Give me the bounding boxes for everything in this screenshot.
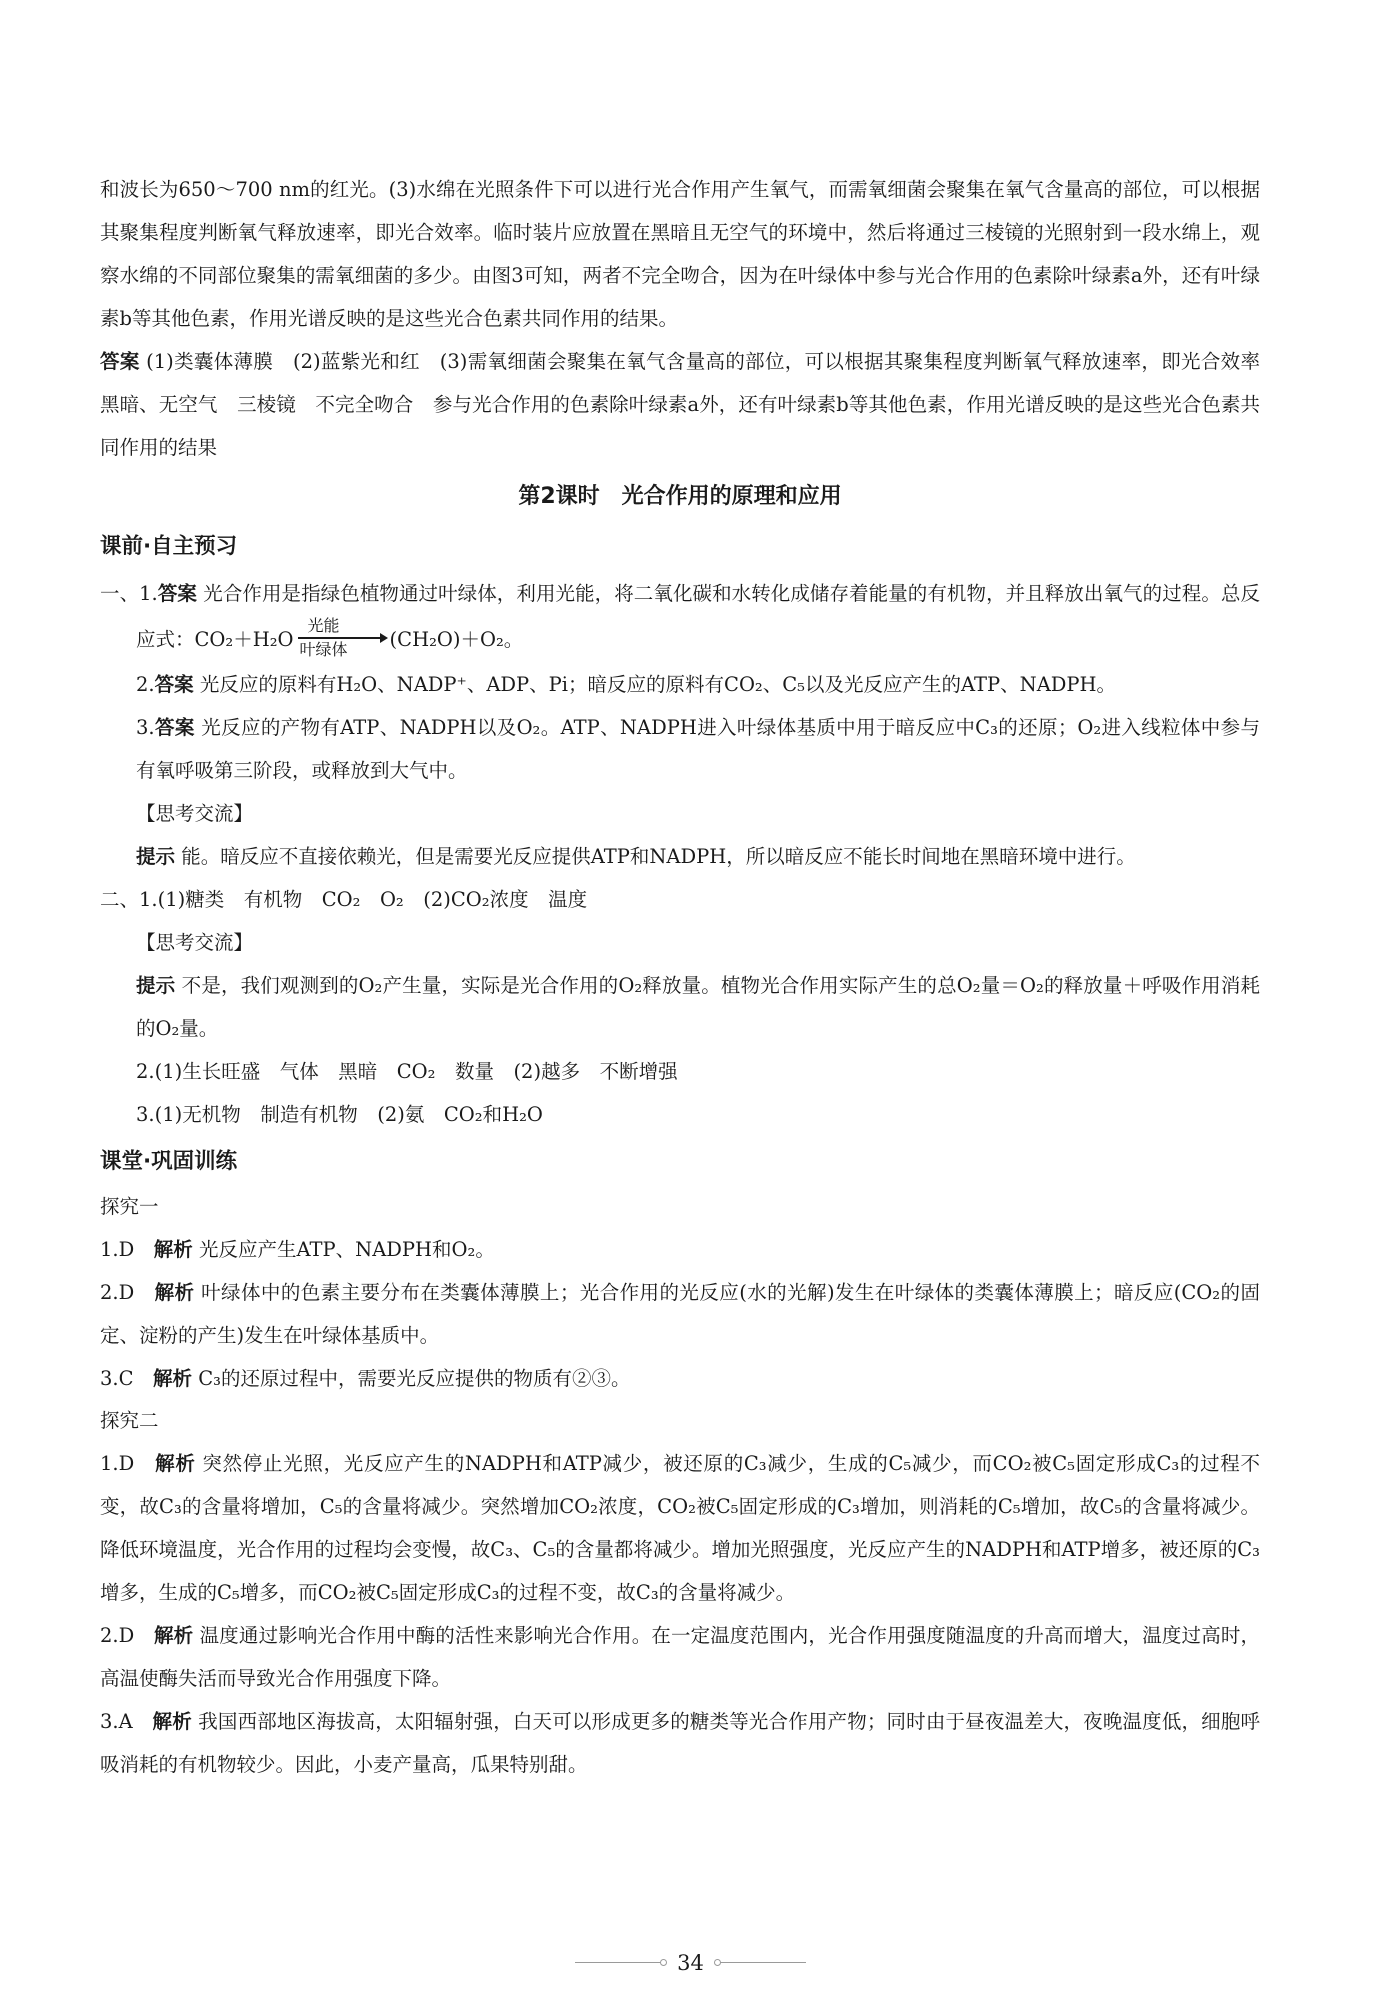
- q2-text: 光反应的原料有H₂O、NADP⁺、ADP、Pi；暗反应的原料有CO₂、C₅以及光反应产生的ATP、NADPH。: [199, 673, 1117, 696]
- item-text: C₃的还原过程中，需要光反应提供的物质有②③。: [198, 1367, 631, 1390]
- preview-q1: [100, 571, 1260, 663]
- analysis-label: 解析: [154, 1281, 195, 1304]
- section2-line2: 2.(1)生长旺盛 气体 黑暗 CO₂ 数量 (2)越多 不断增强: [136, 1060, 678, 1083]
- item-text: 光反应产生ATP、NADPH和O₂。: [198, 1238, 495, 1261]
- intro-answer: [100, 340, 1280, 469]
- page-number: 34: [677, 1950, 704, 1975]
- arrow-icon: [298, 637, 386, 639]
- answer-text: (1)类囊体薄膜 (2)蓝紫光和红 (3)需氧细菌会聚集在氧气含量高的部位，可以根据其聚集程度判断氧气释放速率，即光合效率 黑暗、无空气 三棱镜 不完全吻合 参与光合作用的色素除叶绿素a外，还有叶绿素b等其他色素，作用光谱反映的是这些光合色素共同作用的结果: [100, 350, 1280, 459]
- footer-rule-right: [720, 1962, 806, 1963]
- hint-label: 提示: [136, 974, 176, 997]
- preview-q2: [100, 663, 1260, 706]
- analysis-label: 解析: [154, 1624, 194, 1647]
- section2-line1: 二、1.(1)糖类 有机物 CO₂ O₂ (2)CO₂浓度 温度: [100, 888, 588, 911]
- analysis-label: 解析: [152, 1710, 192, 1733]
- item-text: 叶绿体中的色素主要分布在类囊体薄膜上；光合作用的光反应(水的光解)发生在叶绿体的类囊体薄膜上；暗反应(CO₂的固定、淀粉的产生)发生在叶绿体基质中。: [100, 1281, 1260, 1347]
- answer-label: 答案: [100, 350, 140, 373]
- explore2-item: [100, 1700, 1260, 1786]
- analysis-label: 解析: [153, 1238, 193, 1261]
- explore2-item: [100, 1614, 1260, 1700]
- hint-2-text: 不是，我们观测到的O₂产生量，实际是光合作用的O₂释放量。植物光合作用实际产生的总O₂量＝O₂的释放量＋呼吸作用消耗的O₂量。: [136, 974, 1260, 1040]
- item-number: 2.D: [100, 1624, 135, 1647]
- hint-label: 提示: [136, 845, 176, 868]
- q3-text: 光反应的产物有ATP、NADPH以及O₂。ATP、NADPH进入叶绿体基质中用于暗反应中C₃的还原；O₂进入线粒体中参与有氧呼吸第三阶段，或释放到大气中。: [136, 716, 1260, 782]
- explore2-item: [100, 1442, 1260, 1614]
- item-text: 我国西部地区海拔高，太阳辐射强，白天可以形成更多的糖类等光合作用产物；同时由于昼夜温差大，夜晚温度低，细胞呼吸消耗的有机物较少。因此，小麦产量高，瓜果特别甜。: [100, 1710, 1260, 1776]
- item-number: 1.D: [100, 1452, 135, 1475]
- arrow-condition-top: 光能: [307, 615, 340, 635]
- explore1-item: [100, 1271, 1260, 1357]
- item-number: 2.D: [100, 1281, 135, 1304]
- explore-2-heading: 探究二: [100, 1409, 159, 1432]
- answer-label: 答案: [154, 716, 195, 739]
- item-text: 突然停止光照，光反应产生的NADPH和ATP减少，被还原的C₃减少，生成的C₅减少，而CO₂被C₅固定形成C₃的过程不变，故C₃的含量将增加，C₅的含量将减少。突然增加CO₂浓度，CO₂被C₅固定形成的C₃增加，则消耗的C₅增加，故C₅的含量将减少。降低环境温度，光合作用的过程均会变慢，故C₃、C₅的含量都将减少。增加光照强度，光反应产生的NADPH和ATP增多，被还原的C₃增多，生成的C₅增多，而CO₂被C₅固定形成C₃的过程不变，故C₃的含量将减少。: [100, 1452, 1260, 1604]
- answer-label: 答案: [157, 582, 197, 605]
- page-footer: [0, 1950, 1381, 1975]
- analysis-label: 解析: [155, 1452, 196, 1475]
- page-content: [100, 168, 1280, 1786]
- q1-text: 光合作用是指绿色植物通过叶绿体，利用光能，将二氧化碳和水转化成储存着能量的有机物，并且释放出氧气的过程。总反应式：CO₂＋H₂O: [136, 582, 1260, 651]
- explore1-item: [100, 1357, 1260, 1400]
- explore-1-heading: 探究一: [100, 1195, 159, 1218]
- think-exchange-1: 【思考交流】: [136, 802, 254, 825]
- hint-2: [100, 964, 1260, 1050]
- intro-paragraph: 和波长为650～700 nm的红光。(3)水绵在光照条件下可以进行光合作用产生氧气，而需氧细菌会聚集在氧气含量高的部位，可以根据其聚集程度判断氧气释放速率，即光合效率。临时装片应放置在黑暗且无空气的环境中，然后将通过三棱镜的光照射到一段水绵上，观察水绵的不同部位聚集的需氧细菌的多少。由图3可知，两者不完全吻合，因为在叶绿体中参与光合作用的色素除叶绿素a外，还有叶绿素b等其他色素，作用光谱反映的是这些光合色素共同作用的结果。: [100, 178, 1260, 330]
- q1-products: (CH₂O)＋O₂。: [389, 628, 524, 651]
- footer-rule-left: [575, 1962, 661, 1963]
- arrow-condition-bottom: 叶绿体: [299, 639, 348, 659]
- think-exchange-2: 【思考交流】: [136, 931, 254, 954]
- item-number: 3.A: [100, 1710, 133, 1733]
- item-number: 1.D: [100, 1238, 135, 1261]
- item-text: 温度通过影响光合作用中酶的活性来影响光合作用。在一定温度范围内，光合作用强度随温度的升高而增大，温度过高时，高温使酶失活而导致光合作用强度下降。: [100, 1624, 1260, 1690]
- section-practice-heading: 课堂·巩固训练: [100, 1149, 238, 1174]
- reaction-arrow: [298, 616, 386, 660]
- analysis-label: 解析: [153, 1367, 193, 1390]
- preview-q3: [100, 706, 1260, 792]
- q3-number: 3.: [136, 716, 155, 739]
- explore1-item: [100, 1228, 1260, 1271]
- section-preview-heading: 课前·自主预习: [100, 534, 238, 559]
- q1-number: 一、1.: [100, 582, 158, 605]
- answer-label: 答案: [154, 673, 194, 696]
- item-number: 3.C: [100, 1367, 134, 1390]
- hint-1-text: 能。暗反应不直接依赖光，但是需要光反应提供ATP和NADPH，所以暗反应不能长时间地在黑暗环境中进行。: [181, 845, 1136, 868]
- lesson-title: 第2课时 光合作用的原理和应用: [518, 484, 842, 509]
- q2-number: 2.: [136, 673, 155, 696]
- section2-line3: 3.(1)无机物 制造有机物 (2)氨 CO₂和H₂O: [136, 1103, 543, 1126]
- hint-1: [100, 835, 1260, 878]
